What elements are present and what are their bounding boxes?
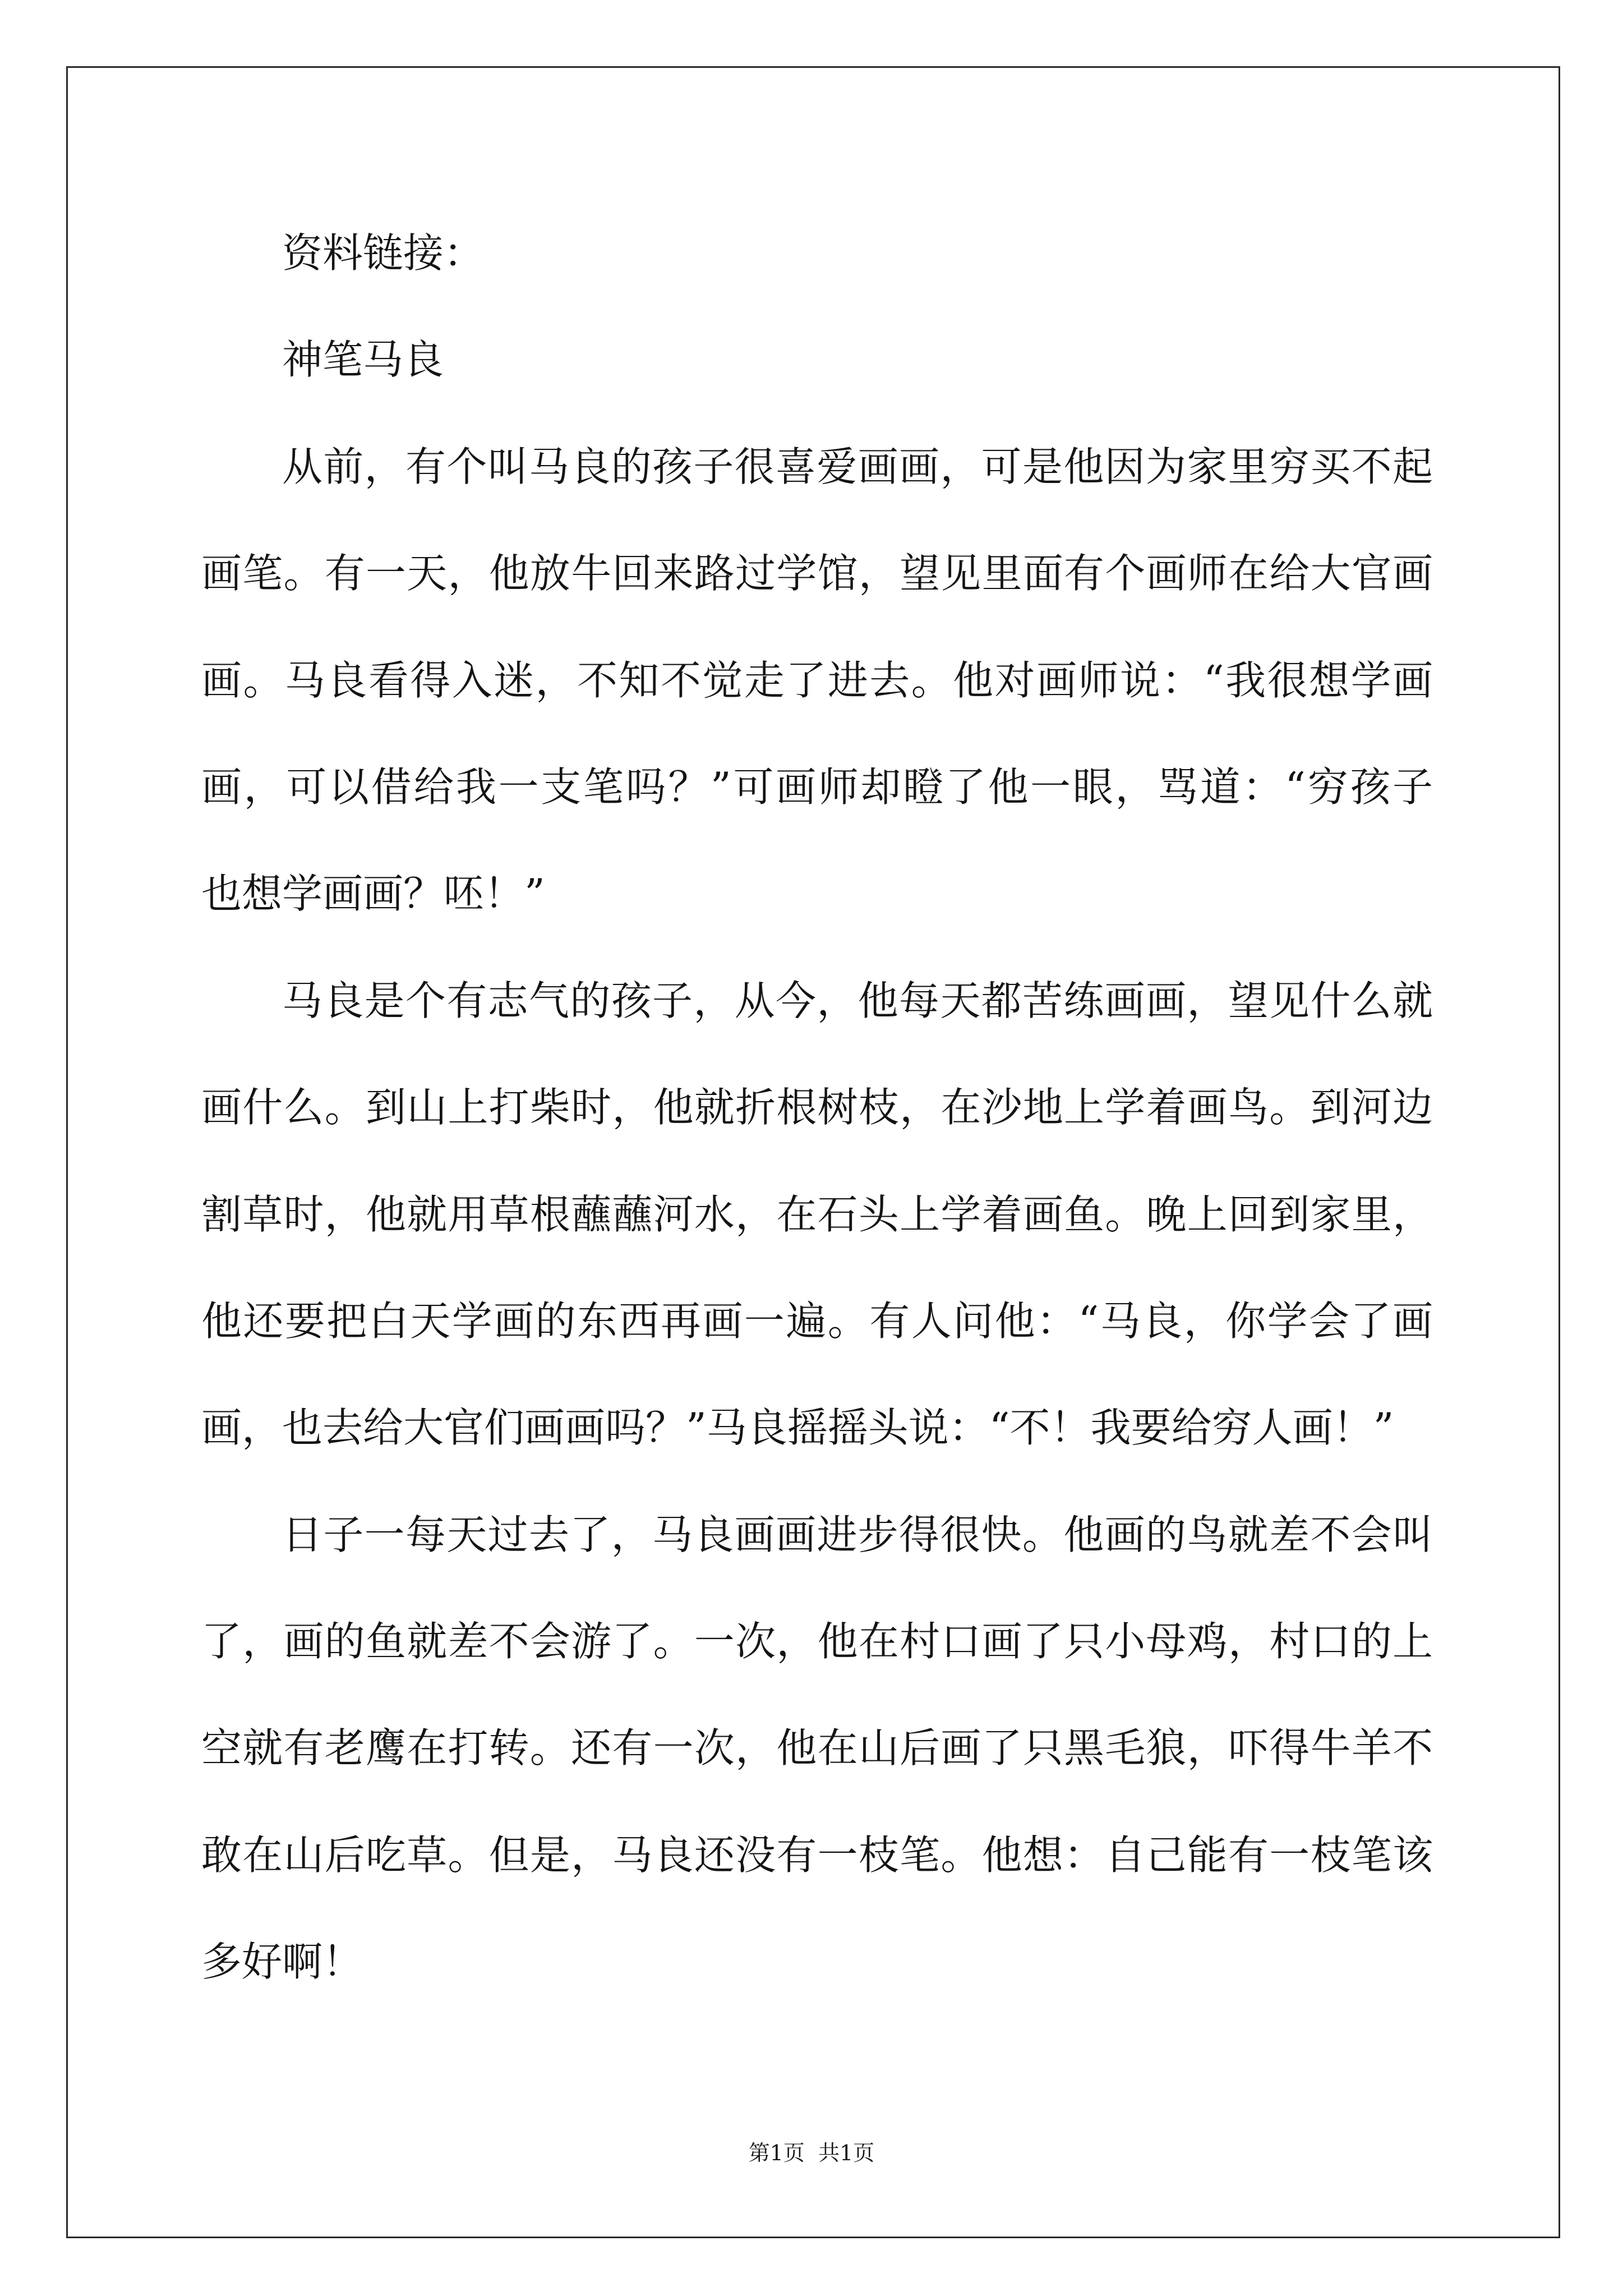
section-label: 资料链接： bbox=[282, 229, 485, 277]
story-title: 神笔马良 bbox=[282, 336, 444, 384]
text-line: 了，画的鱼就差不会游了。一次，他在村口画了只小母鸡，村口的上 bbox=[201, 1618, 1433, 1665]
text-line: 日子一每天过去了，马良画画进步得很快。他画的鸟就差不会叫 bbox=[282, 1511, 1433, 1558]
page-footer: 第1页 共1页 bbox=[748, 2141, 875, 2165]
document-body bbox=[201, 200, 1433, 2016]
text-line: 割草时，他就用草根蘸蘸河水，在石头上学着画鱼。晚上回到家里， bbox=[201, 1190, 1433, 1238]
text-line: 画笔。有一天，他放牛回来路过学馆，望见里面有个画师在给大官画 bbox=[201, 550, 1433, 597]
paragraph-2 bbox=[201, 947, 1433, 1481]
text-line: 画，可以借给我一支笔吗？”可画师却瞪了他一眼，骂道：“穷孩子 bbox=[201, 763, 1433, 811]
text-line: 从前，有个叫马良的孩子很喜爱画画，可是他因为家里穷买不起 bbox=[282, 443, 1433, 490]
text-line: 空就有老鹰在打转。还有一次，他在山后画了只黑毛狼，吓得牛羊不 bbox=[201, 1724, 1433, 1772]
paragraph-1 bbox=[201, 413, 1433, 947]
text-line: 画什么。到山上打柴时，他就折根树枝，在沙地上学着画鸟。到河边 bbox=[201, 1084, 1433, 1131]
text-line: 画，也去给大官们画画吗？”马良摇摇头说：“不！我要给穷人画！” bbox=[201, 1404, 1394, 1452]
text-line: 他还要把白天学画的东西再画一遍。有人问他：“马良，你学会了画 bbox=[201, 1297, 1433, 1345]
paragraph-3 bbox=[201, 1481, 1433, 2016]
text-line: 马良是个有志气的孩子，从今，他每天都苦练画画，望见什么就 bbox=[282, 977, 1433, 1024]
text-line: 也想学画画？呸！” bbox=[201, 870, 545, 918]
text-line: 画。马良看得入迷，不知不觉走了进去。他对画师说：“我很想学画 bbox=[201, 656, 1433, 704]
text-line: 敢在山后吃草。但是，马良还没有一枝笔。他想：自己能有一枝笔该 bbox=[201, 1831, 1433, 1879]
text-line: 多好啊！ bbox=[201, 1938, 363, 1986]
